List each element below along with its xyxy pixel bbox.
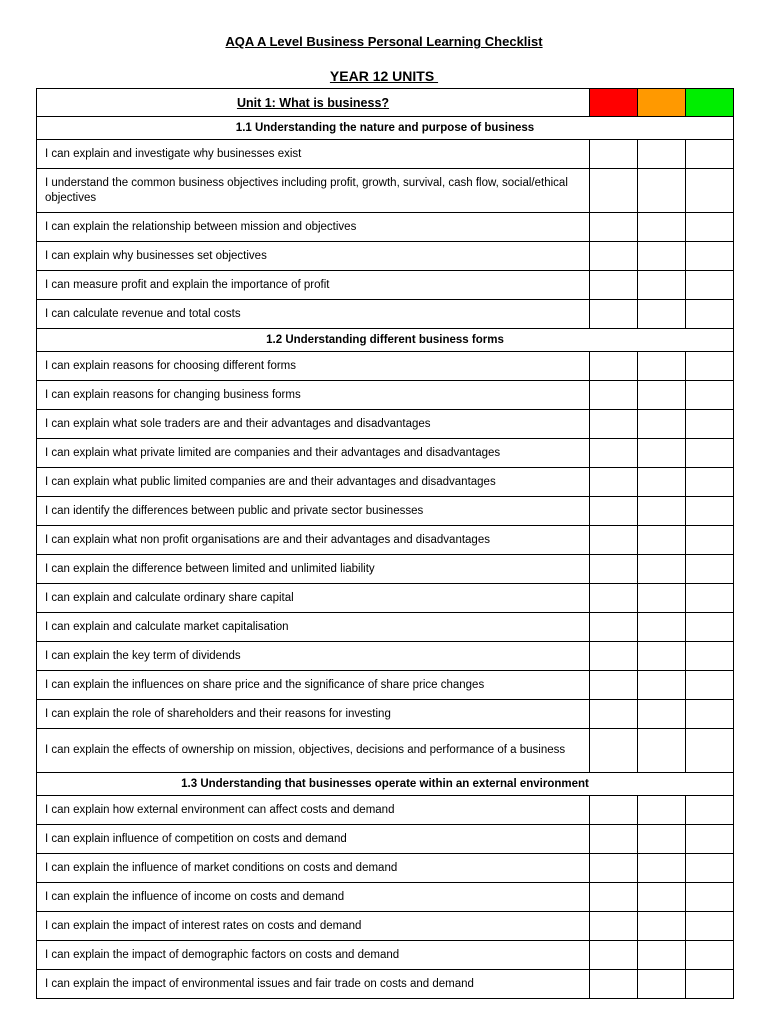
section-heading-row [37,117,734,140]
rag-green-checkbox[interactable] [686,381,734,410]
rag-red-checkbox[interactable] [590,242,638,271]
checklist-item-row [37,941,734,970]
checklist-item-row [37,213,734,242]
checklist-item-text: I can explain what public limited companies are and their advantages and disadvantages [37,468,590,497]
section-heading: 1.2 Understanding different business forms [37,329,734,352]
checklist-item-row [37,796,734,825]
checklist-item-text: I can explain the influence of income on costs and demand [37,883,590,912]
rag-red-checkbox[interactable] [590,169,638,213]
rag-green-checkbox[interactable] [686,300,734,329]
rag-red-checkbox[interactable] [590,410,638,439]
checklist-item-row [37,526,734,555]
rag-amber-checkbox[interactable] [638,439,686,468]
rag-green-checkbox[interactable] [686,970,734,999]
rag-red-checkbox[interactable] [590,584,638,613]
section-heading-row [37,329,734,352]
rag-amber-checkbox[interactable] [638,613,686,642]
rag-amber-checkbox[interactable] [638,468,686,497]
rag-amber-header [638,89,686,117]
rag-green-checkbox[interactable] [686,213,734,242]
checklist-item-row [37,439,734,468]
rag-red-header [590,89,638,117]
checklist-item-text: I can explain the key term of dividends [37,642,590,671]
checklist-item-text: I can explain the impact of environmental issues and fair trade on costs and demand [37,970,590,999]
rag-green-header [686,89,734,117]
checklist-item-text: I can explain and calculate market capitalisation [37,613,590,642]
rag-red-checkbox[interactable] [590,352,638,381]
rag-red-checkbox[interactable] [590,497,638,526]
checklist-item-row [37,883,734,912]
checklist-item-row [37,642,734,671]
rag-green-checkbox[interactable] [686,700,734,729]
checklist-item-row [37,912,734,941]
checklist-item-row [37,300,734,329]
checklist-item-text: I can explain reasons for changing business forms [37,381,590,410]
rag-red-checkbox[interactable] [590,526,638,555]
rag-amber-checkbox[interactable] [638,140,686,169]
checklist-body [37,89,734,999]
checklist-item-row [37,700,734,729]
rag-amber-checkbox[interactable] [638,169,686,213]
rag-amber-checkbox[interactable] [638,352,686,381]
document-title: AQA A Level Business Personal Learning Checklist [225,34,543,49]
rag-green-checkbox[interactable] [686,584,734,613]
checklist-item-text: I understand the common business objectives including profit, growth, survival, cash flow, social/ethical objectives [37,169,590,213]
checklist-item-row [37,555,734,584]
rag-amber-checkbox[interactable] [638,700,686,729]
checklist-item-text: I can explain the role of shareholders and their reasons for investing [37,700,590,729]
checklist-item-row [37,671,734,700]
rag-red-checkbox[interactable] [590,796,638,825]
rag-red-checkbox[interactable] [590,883,638,912]
rag-amber-checkbox[interactable] [638,912,686,941]
checklist-item-text: I can explain the relationship between mission and objectives [37,213,590,242]
rag-green-checkbox[interactable] [686,526,734,555]
checklist-item-text: I can identify the differences between public and private sector businesses [37,497,590,526]
rag-red-checkbox[interactable] [590,613,638,642]
checklist-item-text: I can explain why businesses set objectives [37,242,590,271]
rag-green-checkbox[interactable] [686,410,734,439]
checklist-item-row [37,854,734,883]
rag-green-checkbox[interactable] [686,352,734,381]
rag-amber-checkbox[interactable] [638,941,686,970]
checklist-item-text: I can explain the difference between limited and unlimited liability [37,555,590,584]
rag-green-checkbox[interactable] [686,729,734,773]
rag-green-checkbox[interactable] [686,140,734,169]
checklist-item-text: I can explain and calculate ordinary share capital [37,584,590,613]
checklist-item-row [37,970,734,999]
checklist-item-text: I can explain what non profit organisations are and their advantages and disadvantages [37,526,590,555]
rag-amber-checkbox[interactable] [638,883,686,912]
checklist-item-text: I can explain the effects of ownership on mission, objectives, decisions and performance of a business [37,729,590,773]
rag-amber-checkbox[interactable] [638,271,686,300]
checklist-item-text: I can explain what private limited are companies and their advantages and disadvantages [37,439,590,468]
rag-amber-checkbox[interactable] [638,796,686,825]
checklist-item-row [37,271,734,300]
rag-green-checkbox[interactable] [686,555,734,584]
rag-red-checkbox[interactable] [590,555,638,584]
rag-red-checkbox[interactable] [590,700,638,729]
rag-red-checkbox[interactable] [590,140,638,169]
rag-green-checkbox[interactable] [686,468,734,497]
rag-red-checkbox[interactable] [590,213,638,242]
section-heading-row [37,773,734,796]
rag-red-checkbox[interactable] [590,729,638,773]
checklist-item-text: I can explain what sole traders are and their advantages and disadvantages [37,410,590,439]
checklist-item-text: I can measure profit and explain the importance of profit [37,271,590,300]
rag-amber-checkbox[interactable] [638,381,686,410]
rag-amber-checkbox[interactable] [638,497,686,526]
checklist-table [36,88,734,999]
rag-red-checkbox[interactable] [590,439,638,468]
checklist-item-row [37,242,734,271]
rag-green-checkbox[interactable] [686,912,734,941]
checklist-item-row [37,140,734,169]
checklist-item-text: I can explain the influences on share price and the significance of share price changes [37,671,590,700]
unit-title: Unit 1: What is business? [37,89,590,117]
checklist-item-text: I can explain the impact of interest rates on costs and demand [37,912,590,941]
rag-amber-checkbox[interactable] [638,671,686,700]
checklist-item-row [37,169,734,213]
checklist-item-text: I can explain reasons for choosing different forms [37,352,590,381]
rag-red-checkbox[interactable] [590,381,638,410]
rag-amber-checkbox[interactable] [638,410,686,439]
rag-amber-checkbox[interactable] [638,729,686,773]
rag-amber-checkbox[interactable] [638,555,686,584]
checklist-item-text: I can explain how external environment can affect costs and demand [37,796,590,825]
rag-amber-checkbox[interactable] [638,854,686,883]
rag-red-checkbox[interactable] [590,825,638,854]
checklist-item-row [37,468,734,497]
rag-green-checkbox[interactable] [686,642,734,671]
rag-green-checkbox[interactable] [686,497,734,526]
unit-header-row [37,89,734,117]
rag-red-checkbox[interactable] [590,671,638,700]
checklist-item-text: I can explain the impact of demographic factors on costs and demand [37,941,590,970]
rag-red-checkbox[interactable] [590,271,638,300]
year-heading: YEAR 12 UNITS [329,68,439,84]
section-heading: 1.3 Understanding that businesses operate within an external environment [37,773,734,796]
checklist-item-text: I can explain and investigate why businesses exist [37,140,590,169]
rag-green-checkbox[interactable] [686,941,734,970]
rag-red-checkbox[interactable] [590,642,638,671]
rag-red-checkbox[interactable] [590,941,638,970]
checklist-item-row [37,825,734,854]
rag-green-checkbox[interactable] [686,854,734,883]
rag-green-checkbox[interactable] [686,439,734,468]
rag-green-checkbox[interactable] [686,271,734,300]
checklist-item-row [37,497,734,526]
checklist-item-text: I can explain the influence of market conditions on costs and demand [37,854,590,883]
rag-green-checkbox[interactable] [686,613,734,642]
rag-green-checkbox[interactable] [686,883,734,912]
checklist-item-text: I can calculate revenue and total costs [37,300,590,329]
checklist-item-row [37,352,734,381]
rag-amber-checkbox[interactable] [638,970,686,999]
rag-amber-checkbox[interactable] [638,642,686,671]
section-heading: 1.1 Understanding the nature and purpose of business [37,117,734,140]
rag-amber-checkbox[interactable] [638,825,686,854]
rag-red-checkbox[interactable] [590,912,638,941]
checklist-item-row [37,613,734,642]
checklist-item-row [37,584,734,613]
rag-amber-checkbox[interactable] [638,242,686,271]
rag-amber-checkbox[interactable] [638,213,686,242]
rag-amber-checkbox[interactable] [638,526,686,555]
checklist-item-row [37,729,734,773]
rag-amber-checkbox[interactable] [638,584,686,613]
rag-red-checkbox[interactable] [590,300,638,329]
checklist-item-text: I can explain influence of competition on costs and demand [37,825,590,854]
rag-red-checkbox[interactable] [590,854,638,883]
rag-green-checkbox[interactable] [686,169,734,213]
rag-green-checkbox[interactable] [686,671,734,700]
rag-red-checkbox[interactable] [590,468,638,497]
rag-green-checkbox[interactable] [686,796,734,825]
rag-green-checkbox[interactable] [686,825,734,854]
rag-amber-checkbox[interactable] [638,300,686,329]
rag-green-checkbox[interactable] [686,242,734,271]
rag-red-checkbox[interactable] [590,970,638,999]
checklist-item-row [37,410,734,439]
checklist-item-row [37,381,734,410]
